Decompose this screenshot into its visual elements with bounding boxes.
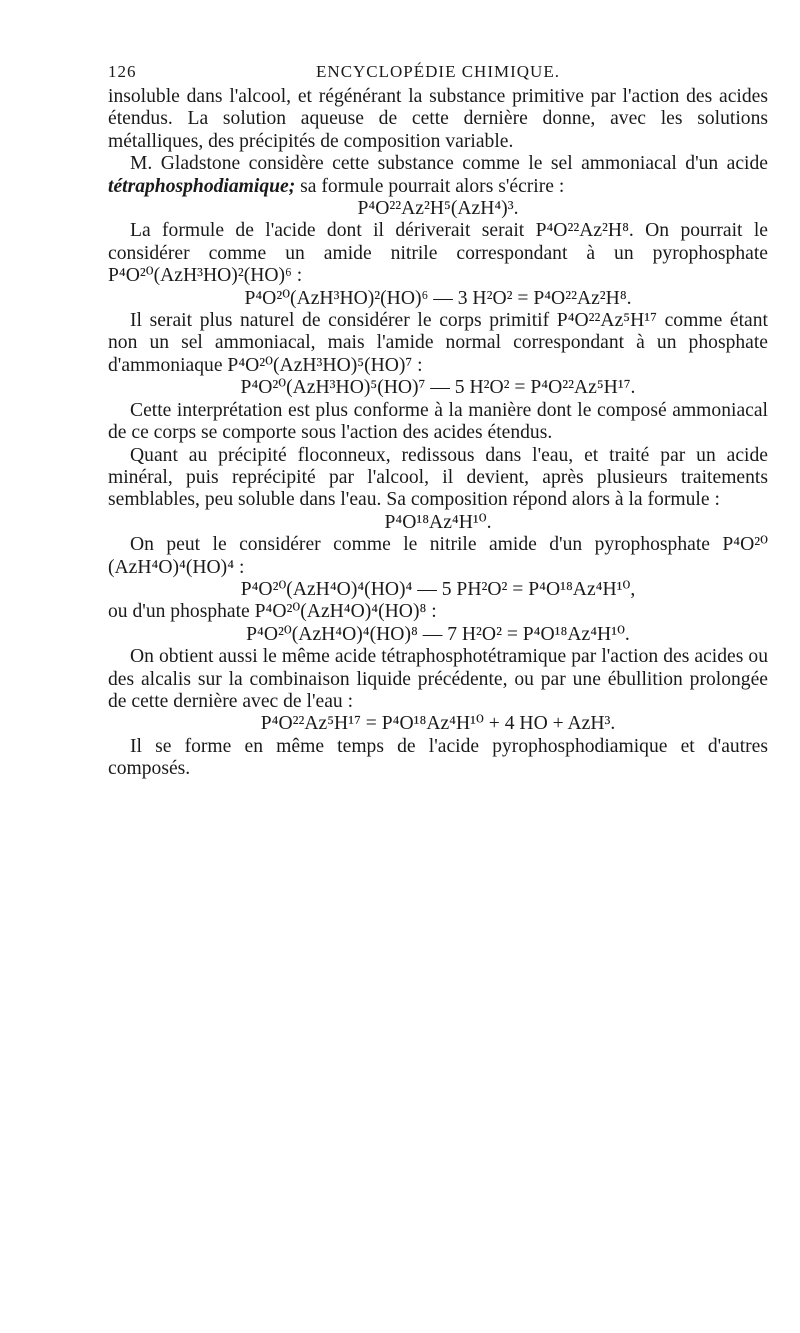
paragraph-9: On obtient aussi le même acide tétraphosphotétramique par l'action des acides ou des alcalis sur la combinaison liquide précédente, ou par une ébullition prolongée de cette dernière avec de l'eau : — [108, 646, 768, 712]
formula-5: P⁴O²⁰(AzH⁴O)⁴(HO)⁴ — 5 PH²O² = P⁴O¹⁸Az⁴H¹⁰, — [240, 578, 636, 600]
paragraph-3: La formule de l'acide dont il dériverait serait P⁴O²²Az²H⁸. On pourrait le considérer comme un amide nitrile correspondant à un pyrophosphate P⁴O²⁰(AzH³HO)²(HO)⁶ : — [108, 220, 768, 287]
paragraph-2-end: sa formule pourrait alors s'écrire : — [300, 175, 565, 197]
formula-7: P⁴O²²Az⁵H¹⁷ = P⁴O¹⁸Az⁴H¹⁰ + 4 HO + AzH³. — [260, 713, 616, 735]
formula-2: P⁴O²⁰(AzH³HO)²(HO)⁶ — 3 H²O² = P⁴O²²Az²H⁸. — [244, 287, 632, 309]
paragraph-6: Quant au précipité floconneux, redissous dans l'eau, et traité par un acide minéral, puis reprécipité par l'alcool, il devient, après plusieurs traitements semblables, peu soluble dans l'eau. Sa composition répond alors à la formule : — [108, 444, 768, 511]
paragraph-8: ou d'un phosphate P⁴O²⁰(AzH⁴O)⁴(HO)⁸ : — [108, 601, 437, 623]
formula-1: P⁴O²²Az²H⁵(AzH⁴)³. — [357, 198, 519, 220]
paragraph-4: Il serait plus naturel de considérer le corps primitif P⁴O²²Az⁵H¹⁷ comme étant non un sel ammoniacal, mais l'amide normal correspondant à un phosphate d'ammoniaque P⁴O²⁰(AzH³HO)⁵(HO)⁷ : — [108, 310, 768, 376]
page-header — [108, 62, 768, 84]
formula-6: P⁴O²⁰(AzH⁴O)⁴(HO)⁸ — 7 H²O² = P⁴O¹⁸Az⁴H¹⁰. — [246, 623, 630, 645]
paragraph-5: Cette interprétation est plus conforme à la manière dont le composé ammoniacal de ce corps se comporte sous l'action des acides étendus. — [108, 399, 768, 444]
paragraph-1: insoluble dans l'alcool, et régénérant la substance primitive par l'action des acides étendus. La solution aqueuse de cette dernière donne, avec les solutions métalliques, des précipités de composition variable. — [108, 86, 768, 152]
formula-4: P⁴O¹⁸Az⁴H¹⁰. — [384, 511, 492, 533]
page-number: 126 — [108, 62, 137, 81]
acid-name: tétraphosphodiamique; — [108, 175, 296, 197]
formula-3: P⁴O²⁰(AzH³HO)⁵(HO)⁷ — 5 H²O² = P⁴O²²Az⁵H¹⁷. — [240, 377, 636, 399]
body-text — [108, 86, 768, 781]
paragraph-10: Il se forme en même temps de l'acide pyrophosphodiamique et d'autres composés. — [108, 735, 768, 780]
running-title: ENCYCLOPÉDIE CHIMIQUE. — [316, 62, 560, 81]
paragraph-2-text: M. Gladstone considère cette substance comme le sel ammoniacal d'un acide — [130, 153, 768, 175]
paragraph-7: On peut le considérer comme le nitrile amide d'un pyrophosphate P⁴O²⁰ (AzH⁴O)⁴(HO)⁴ : — [108, 534, 768, 578]
paragraph-2 — [108, 153, 768, 198]
